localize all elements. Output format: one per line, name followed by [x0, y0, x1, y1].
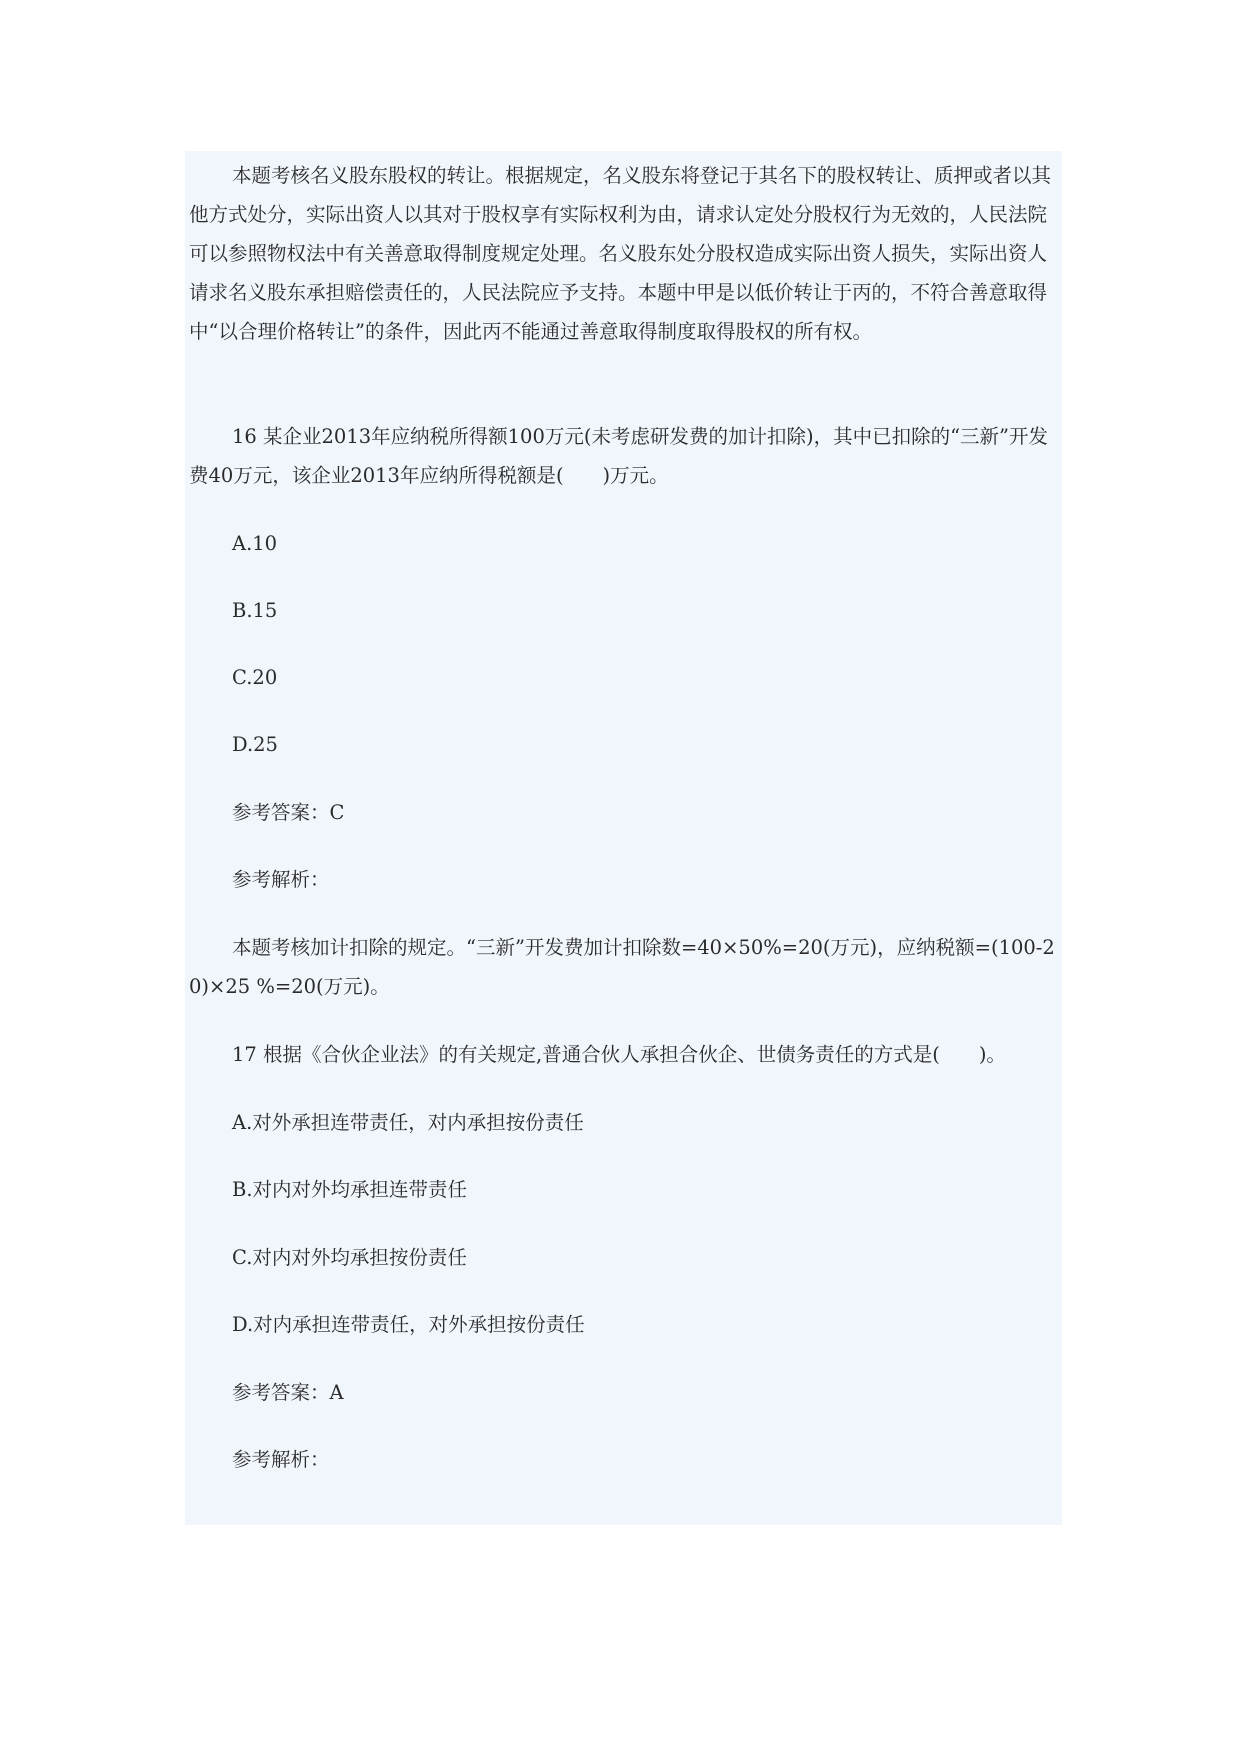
question-16-answer: 参考答案：C	[232, 801, 345, 824]
question-16-analysis-label: 参考解析：	[232, 868, 330, 891]
question-17-analysis-label: 参考解析：	[232, 1448, 330, 1471]
question-17-option-d: D.对内承担连带责任，对外承担按份责任	[232, 1313, 585, 1336]
question-17-answer: 参考答案：A	[232, 1381, 344, 1404]
question-17-stem: 17 根据《合伙企业法》的有关规定,普通合伙人承担合伙企、世债务责任的方式是( )。	[232, 1043, 1006, 1066]
question-17-option-a: A.对外承担连带责任，对内承担按份责任	[232, 1111, 584, 1134]
explanation-paragraph: 本题考核名义股东股权的转让。根据规定，名义股东将登记于其名下的股权转让、质押或者以其他方式处分，实际出资人以其对于股权享有实际权利为由，请求认定处分股权行为无效的，人民法院可以参照物权法中有关善意取得制度规定处理。名义股东处分股权造成实际出资人损失，实际出资人请求名义股东承担赔偿责任的，人民法院应予支持。本题中甲是以低价转让于丙的，不符合善意取得中“以合理价格转让”的条件，因此丙不能通过善意取得制度取得股权的所有权。	[189, 164, 1052, 343]
question-16-analysis: 本题考核加计扣除的规定。“三新”开发费加计扣除数=40×50%=20(万元)，应纳税额=(100-20)×25 %=20(万元)。	[189, 936, 1055, 998]
question-16-option-a: A.10	[232, 532, 278, 555]
question-17-option-c: C.对内对外均承担按份责任	[232, 1246, 467, 1269]
question-16-option-b: B.15	[232, 599, 278, 622]
question-16-option-c: C.20	[232, 666, 278, 689]
question-17-option-b: B.对内对外均承担连带责任	[232, 1178, 468, 1201]
question-16-option-d: D.25	[232, 733, 278, 756]
question-16-stem: 16 某企业2013年应纳税所得额100万元(未考虑研发费的加计扣除)，其中已扣除的“三新”开发费40万元，该企业2013年应纳所得税额是( )万元。	[189, 425, 1049, 487]
